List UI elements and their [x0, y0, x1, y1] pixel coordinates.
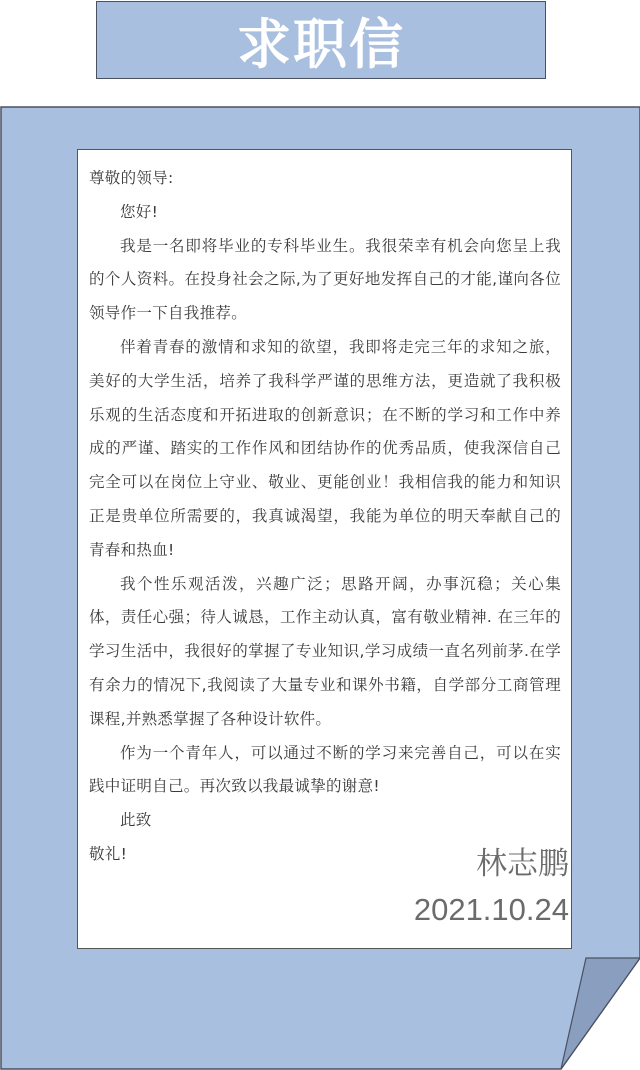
signature-date: 2021.10.24 — [413, 892, 569, 927]
greeting: 您好! — [120, 202, 159, 221]
closing-jing-li: 敬礼! — [89, 844, 128, 863]
page-title: 求职信 — [237, 12, 405, 76]
closing-ci-zhi: 此致 — [120, 811, 152, 830]
paragraph-personality: 我个性乐观活泼，兴趣广泛；思路开阔，办事沉稳；关心集体，责任心强；待人诚恳，工作主动认真，富有敬业精神. 在三年的学习生活中，我很好的掌握了专业知识,学习成绩一直名列前茅.在学有余力的情况下,我阅读了大量专业和课外书籍，自学部分工商管理课程,并熟悉掌握了各种设计软件。 — [89, 574, 561, 728]
paragraph-conclusion: 作为一个青年人，可以通过不断的学习来完善自己，可以在实践中证明自己。再次致以我最诚挚的谢意! — [89, 743, 561, 796]
signature-name: 林志鹏 — [476, 846, 569, 882]
salutation: 尊敬的领导: — [89, 169, 174, 187]
paragraph-intro: 我是一名即将毕业的专科毕业生。我很荣幸有机会向您呈上我的个人资料。在投身社会之际,为了更好地发挥自己的才能,谨向各位领导作一下自我推荐。 — [89, 236, 561, 323]
letter-body — [77, 149, 572, 949]
signature-block — [414, 842, 569, 932]
paragraph-qualities: 伴着青春的激情和求知的欲望，我即将走完三年的求知之旅， 美好的大学生活，培养了我科学严谨的思维方法，更造就了我积极乐观的生活态度和开拓进取的创新意识；在不断的学习和工作中养成的严谨、踏实的工作作风和团结协作的优秀品质，使我深信自己完全可以在岗位上守业、敬业、更能创业！我相信我的能力和知识正是贵单位所需要的，我真诚渴望，我能为单位的明天奉献自己的青春和热血! — [89, 337, 561, 559]
